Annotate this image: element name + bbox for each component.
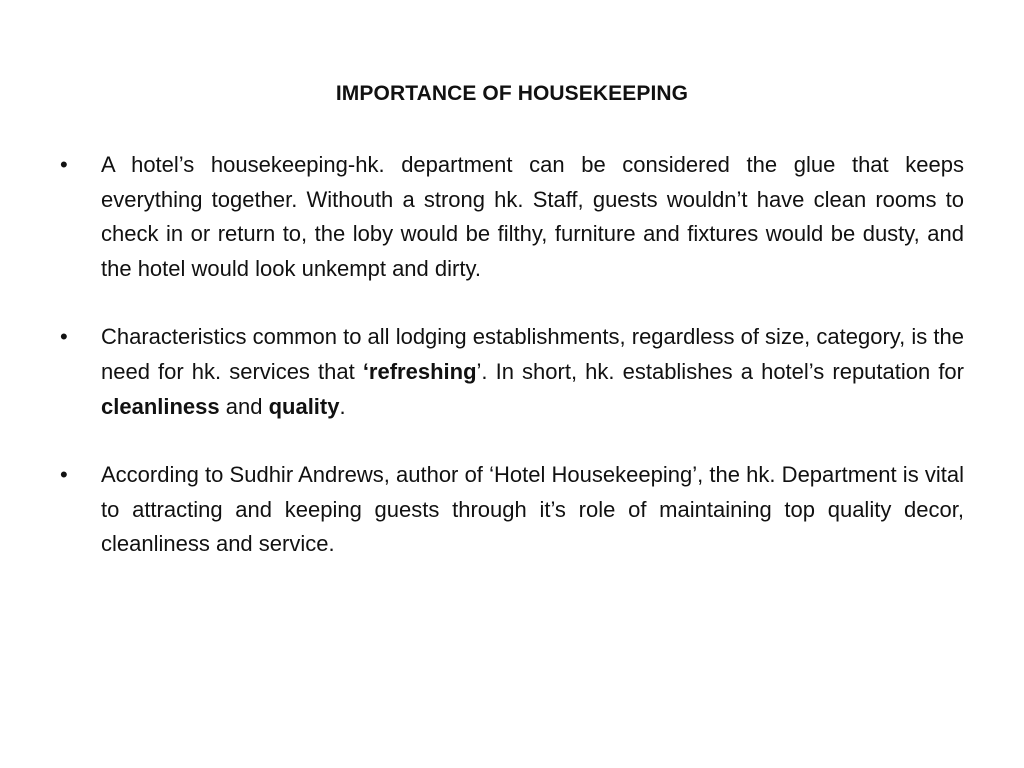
bullet-item — [60, 148, 964, 286]
text-segment: . — [339, 393, 346, 419]
text-segment: Characteristics common to all lodging establishments, regardless of size, category, is the need for hk. services that — [101, 324, 964, 384]
text-segment: ’. In short, hk. establishes a hotel’s reputation for — [476, 358, 964, 384]
bullet-icon: • — [60, 152, 68, 177]
bullet-icon: • — [60, 324, 68, 350]
text-segment: and — [219, 393, 269, 419]
emphasis-refreshing: ‘refreshing — [362, 358, 477, 384]
bullet-item — [60, 458, 964, 562]
text-segment: According to Sudhir Andrews, author of ‘Hotel Housekeeping’, the hk. Department is vital to attracting and keeping guests through it’s role of maintaining top quality decor, cleanliness and service. — [101, 462, 964, 557]
emphasis-cleanliness: cleanliness — [101, 393, 220, 419]
bullet-text — [101, 152, 964, 281]
slide-title: IMPORTANCE OF HOUSEKEEPING — [335, 82, 689, 105]
bullet-icon: • — [60, 462, 68, 488]
bullet-item — [60, 320, 964, 424]
text-segment: A hotel’s housekeeping-hk. department can be considered the glue that keeps everything together. Withouth a strong hk. Staff, guests wouldn’t have clean rooms to check in or return to, the loby would be filthy, furniture and fixtures would be dusty, and the hotel would look unkempt and dirty. — [101, 152, 964, 281]
bullet-list — [60, 148, 964, 596]
emphasis-quality: quality — [268, 393, 340, 419]
bullet-text — [101, 462, 964, 556]
bullet-text — [101, 324, 964, 418]
